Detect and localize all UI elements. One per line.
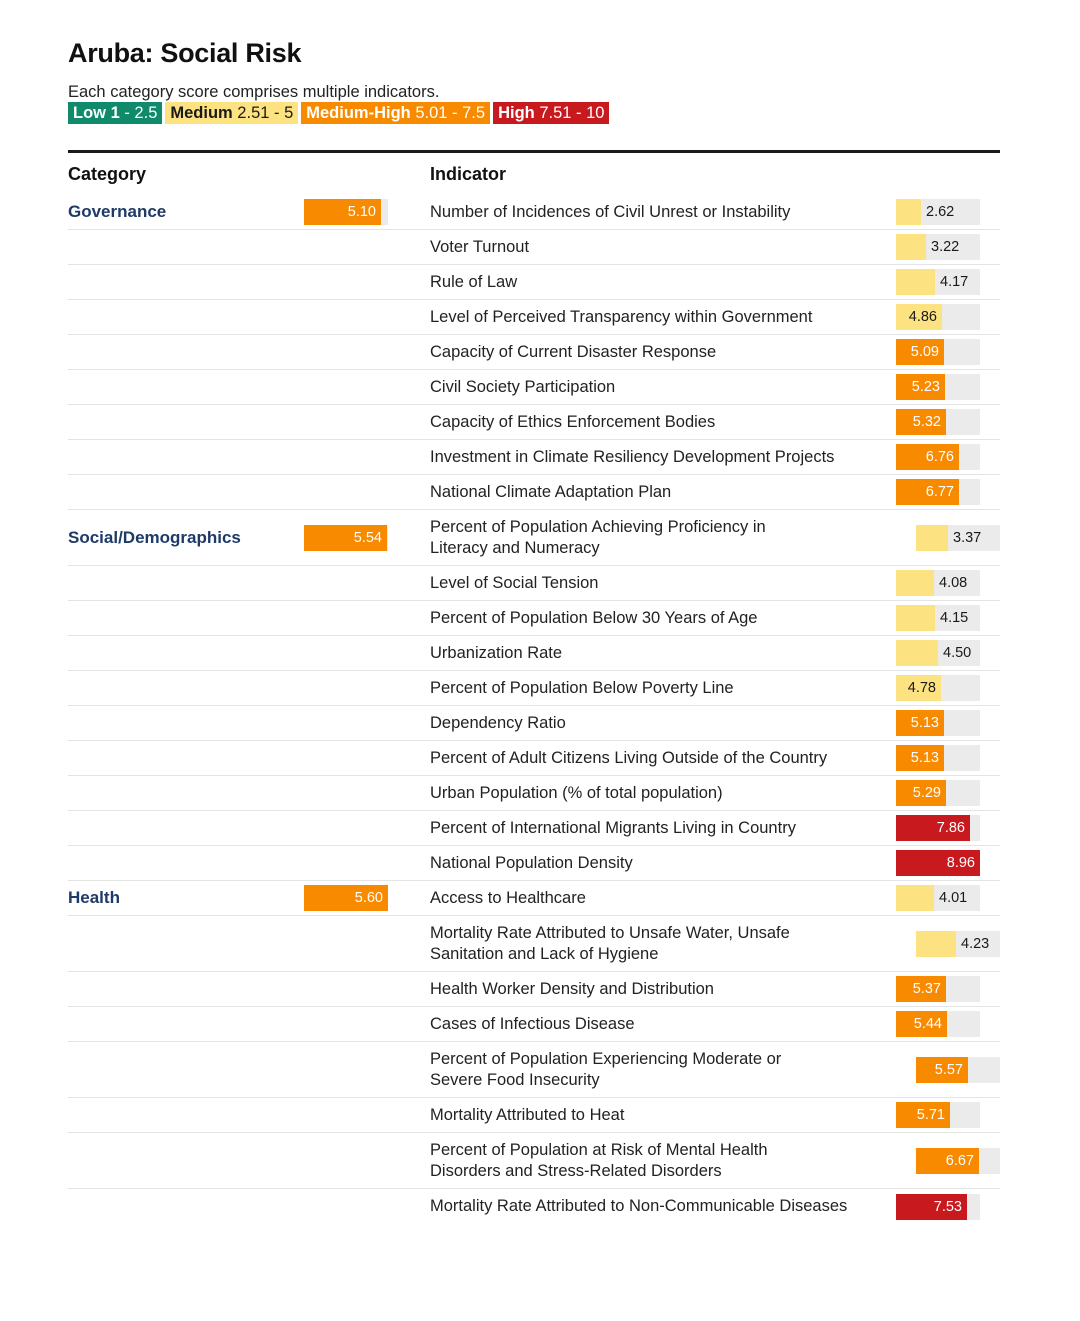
table-row bbox=[68, 706, 1000, 741]
indicator-score-bar bbox=[896, 269, 980, 295]
table-row bbox=[68, 230, 1000, 265]
indicator-score-label: 4.01 bbox=[939, 890, 968, 906]
indicator-score-label: 3.22 bbox=[931, 239, 960, 255]
indicator-score-label: 3.37 bbox=[953, 529, 982, 546]
indicator-score-label: 5.71 bbox=[916, 1107, 945, 1123]
indicator-name: Level of Perceived Transparency within Government bbox=[430, 307, 813, 326]
indicator-score-label: 4.50 bbox=[943, 645, 972, 661]
indicator-score-label: 5.13 bbox=[910, 750, 939, 766]
category-name: Social/Demographics bbox=[68, 527, 241, 547]
indicator-name: Level of Social Tension bbox=[430, 573, 599, 592]
indicator-score-bar bbox=[896, 976, 980, 1002]
table-row bbox=[68, 846, 1000, 881]
column-header-indicator: Indicator bbox=[430, 163, 507, 184]
legend-label: High bbox=[498, 104, 535, 122]
indicator-score-label: 6.77 bbox=[925, 484, 954, 500]
indicator-score-bar bbox=[896, 570, 980, 596]
indicator-name: Percent of Population Below Poverty Line bbox=[430, 678, 734, 697]
indicator-score-bar bbox=[896, 1011, 980, 1037]
table-row bbox=[68, 811, 1000, 846]
indicator-score-bar bbox=[916, 931, 1000, 957]
legend-range: 5.01 - 7.5 bbox=[410, 104, 486, 122]
category-score-bar bbox=[304, 525, 388, 551]
indicator-score-fill bbox=[896, 640, 938, 666]
indicator-score-label: 5.44 bbox=[913, 1016, 942, 1032]
table-row bbox=[68, 972, 1000, 1007]
indicator-score-label: 5.13 bbox=[910, 715, 939, 731]
table-row bbox=[68, 741, 1000, 776]
table-row bbox=[68, 881, 1000, 916]
table-row bbox=[68, 1133, 1000, 1189]
indicator-name: Health Worker Density and Distribution bbox=[430, 979, 714, 998]
indicator-score-label: 6.76 bbox=[925, 449, 954, 465]
table-row bbox=[68, 335, 1000, 370]
table-row bbox=[68, 370, 1000, 405]
category-score-label: 5.54 bbox=[353, 529, 382, 546]
table-row bbox=[68, 265, 1000, 300]
table-row bbox=[68, 405, 1000, 440]
indicator-name: Mortality Attributed to Heat bbox=[430, 1105, 625, 1124]
chart-subtitle: Each category score comprises multiple indicators. bbox=[68, 83, 440, 101]
table-row bbox=[68, 475, 1000, 510]
legend-item-medium-high bbox=[301, 102, 490, 124]
indicator-name: Capacity of Ethics Enforcement Bodies bbox=[430, 412, 716, 431]
table-row bbox=[68, 1189, 1000, 1224]
table-row bbox=[68, 566, 1000, 601]
table-header bbox=[68, 153, 1000, 195]
indicator-name: Mortality Rate Attributed to Non-Communicable Diseases bbox=[430, 1197, 848, 1215]
table-row bbox=[68, 1042, 1000, 1098]
indicator-score-fill bbox=[896, 234, 926, 260]
indicator-name: Access to Healthcare bbox=[430, 888, 586, 907]
indicator-score-label: 4.86 bbox=[908, 309, 937, 325]
indicator-score-bar bbox=[896, 710, 980, 736]
indicator-score-label: 5.23 bbox=[911, 379, 940, 395]
legend-label: Low 1 bbox=[73, 104, 120, 122]
indicator-score-label: 4.15 bbox=[940, 610, 969, 626]
indicator-name: Rule of Law bbox=[430, 272, 518, 291]
indicator-score-label: 5.57 bbox=[934, 1061, 963, 1078]
indicator-score-bar bbox=[896, 675, 980, 701]
indicator-score-label: 7.53 bbox=[933, 1198, 962, 1215]
indicator-score-bar bbox=[896, 409, 980, 435]
indicator-name: Urbanization Rate bbox=[430, 643, 563, 662]
indicator-score-bar bbox=[896, 199, 980, 225]
category-score-cell bbox=[304, 885, 388, 911]
table-row bbox=[68, 916, 1000, 972]
indicator-name: Number of Incidences of Civil Unrest or Instability bbox=[430, 202, 791, 221]
social-risk-table-chart bbox=[68, 36, 1000, 1224]
indicator-name: Urban Population (% of total population) bbox=[430, 783, 723, 802]
indicator-score-bar bbox=[896, 640, 980, 666]
table-row bbox=[68, 1007, 1000, 1042]
indicator-score-label: 7.86 bbox=[936, 820, 965, 836]
table-row bbox=[68, 195, 1000, 230]
indicator-name: Mortality Rate Attributed to Unsafe Water, Unsafe Sanitation and Lack of Hygiene bbox=[430, 923, 790, 963]
indicator-name: National Climate Adaptation Plan bbox=[430, 482, 672, 501]
legend-label: Medium-High bbox=[306, 104, 411, 122]
indicator-score-label: 5.32 bbox=[912, 414, 941, 430]
indicator-name: Percent of International Migrants Living in Country bbox=[430, 818, 796, 837]
indicator-name: Percent of Population Experiencing Moderate or Severe Food Insecurity bbox=[430, 1049, 782, 1089]
indicator-name: Dependency Ratio bbox=[430, 713, 566, 732]
indicator-score-bar bbox=[896, 1102, 980, 1128]
table-row bbox=[68, 300, 1000, 335]
indicator-score-fill bbox=[916, 931, 956, 957]
indicator-name: Civil Society Participation bbox=[430, 377, 616, 396]
indicator-score-bar bbox=[896, 605, 980, 631]
legend-item-low bbox=[68, 102, 162, 124]
indicator-score-bar bbox=[916, 525, 1000, 551]
indicator-score-bar bbox=[896, 339, 980, 365]
indicator-score-bar bbox=[896, 1194, 980, 1220]
legend-range: - 2.5 bbox=[119, 104, 158, 122]
legend-range: 2.51 - 5 bbox=[232, 104, 294, 122]
table-row bbox=[68, 440, 1000, 475]
indicator-name: Percent of Population Achieving Proficiency in Literacy and Numeracy bbox=[430, 517, 766, 557]
indicator-score-bar bbox=[896, 850, 980, 876]
indicator-name: Percent of Population Below 30 Years of Age bbox=[430, 608, 758, 627]
chart-title: Aruba: Social Risk bbox=[68, 38, 302, 68]
category-score-bar bbox=[304, 199, 388, 225]
indicator-score-label: 6.67 bbox=[945, 1152, 974, 1169]
category-name: Governance bbox=[68, 202, 167, 221]
indicator-score-bar bbox=[896, 444, 980, 470]
indicator-score-fill bbox=[896, 199, 921, 225]
indicator-score-fill bbox=[916, 525, 948, 551]
indicator-name: Capacity of Current Disaster Response bbox=[430, 342, 717, 361]
indicator-score-fill bbox=[896, 885, 934, 911]
column-header-category: Category bbox=[68, 163, 147, 184]
indicator-name: National Population Density bbox=[430, 853, 633, 872]
legend-item-high bbox=[493, 102, 609, 124]
indicator-name: Voter Turnout bbox=[430, 237, 530, 256]
table-row bbox=[68, 776, 1000, 811]
legend-label: Medium bbox=[170, 104, 233, 122]
indicator-score-label: 4.17 bbox=[940, 274, 969, 290]
risk-legend bbox=[68, 102, 1000, 124]
indicator-score-label: 4.78 bbox=[907, 680, 936, 696]
indicator-score-bar bbox=[896, 745, 980, 771]
category-score-label: 5.10 bbox=[347, 204, 376, 220]
indicator-score-bar bbox=[916, 1148, 1000, 1174]
indicator-score-label: 5.09 bbox=[910, 344, 939, 360]
table-row bbox=[68, 636, 1000, 671]
table-row bbox=[68, 510, 1000, 566]
table-body bbox=[68, 195, 1000, 1224]
table-row bbox=[68, 1098, 1000, 1133]
indicator-score-bar bbox=[896, 374, 980, 400]
category-name: Health bbox=[68, 888, 120, 907]
indicator-score-bar bbox=[896, 815, 980, 841]
indicator-name: Cases of Infectious Disease bbox=[430, 1014, 635, 1033]
indicator-score-label: 8.96 bbox=[946, 855, 975, 871]
indicator-score-label: 5.37 bbox=[912, 981, 941, 997]
indicator-name: Percent of Adult Citizens Living Outside of the Country bbox=[430, 748, 828, 767]
table-row bbox=[68, 671, 1000, 706]
category-score-cell bbox=[304, 199, 388, 225]
indicator-score-bar bbox=[896, 304, 980, 330]
table-row bbox=[68, 601, 1000, 636]
indicator-score-bar bbox=[896, 780, 980, 806]
category-score-bar bbox=[304, 885, 388, 911]
indicator-score-label: 2.62 bbox=[926, 204, 955, 220]
category-score-label: 5.60 bbox=[354, 890, 383, 906]
indicator-score-bar bbox=[896, 479, 980, 505]
indicator-score-bar bbox=[916, 1057, 1000, 1083]
indicator-score-bar bbox=[896, 234, 980, 260]
indicator-score-fill bbox=[896, 570, 934, 596]
indicator-score-fill bbox=[896, 269, 935, 295]
indicator-name: Percent of Population at Risk of Mental Health Disorders and Stress-Related Disorders bbox=[430, 1140, 768, 1180]
indicator-score-label: 5.29 bbox=[912, 785, 941, 801]
indicator-score-bar bbox=[896, 885, 980, 911]
category-score-cell bbox=[304, 525, 388, 551]
indicator-name: Investment in Climate Resiliency Development Projects bbox=[430, 447, 835, 466]
indicator-score-label: 4.23 bbox=[961, 935, 990, 952]
legend-item-medium bbox=[165, 102, 298, 124]
indicator-score-label: 4.08 bbox=[939, 575, 968, 591]
indicator-score-fill bbox=[896, 605, 935, 631]
legend-range: 7.51 - 10 bbox=[534, 104, 605, 122]
